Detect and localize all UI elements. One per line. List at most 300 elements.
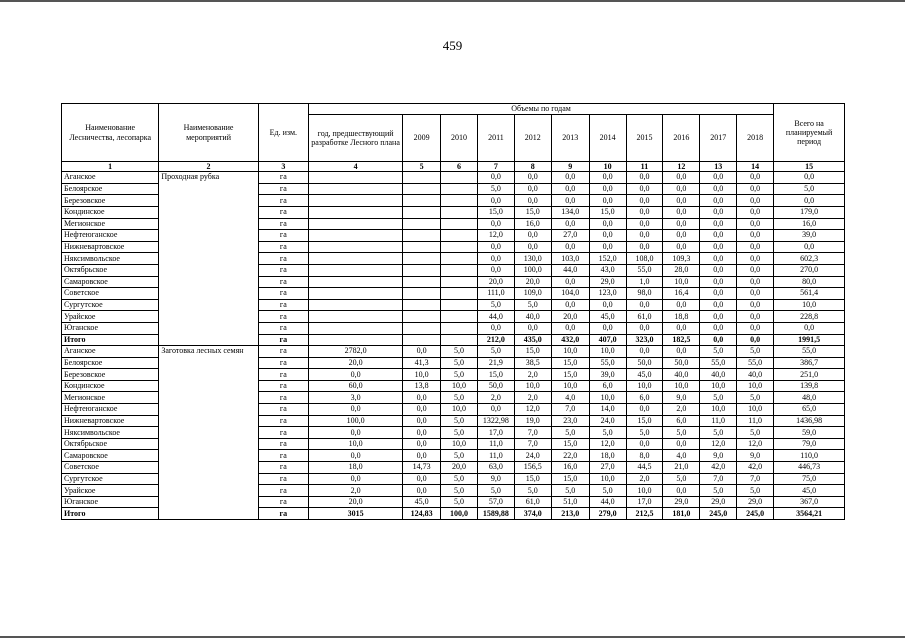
page-number: 459 [442, 38, 463, 53]
prev-year-cell [308, 276, 402, 288]
prev-year-cell [308, 334, 402, 346]
year-value-cell: 0,0 [551, 299, 589, 311]
unit-cell: га [258, 485, 308, 497]
year-value-cell: 0,0 [626, 230, 663, 242]
year-value-cell: 0,0 [589, 230, 626, 242]
year-value-cell: 44,0 [589, 496, 626, 508]
year-value-cell: 109,3 [663, 253, 700, 265]
year-value-cell [441, 218, 478, 230]
year-value-cell: 0,0 [477, 253, 514, 265]
year-value-cell: 42,0 [700, 462, 737, 474]
forestry-name: Белоярское [62, 183, 159, 195]
year-value-cell: 39,0 [589, 369, 626, 381]
year-value-cell: 15,0 [477, 206, 514, 218]
forestry-name: Советское [62, 288, 159, 300]
year-value-cell: 0,0 [626, 241, 663, 253]
prev-year-cell [308, 288, 402, 300]
unit-cell: га [258, 311, 308, 323]
unit-cell: га [258, 288, 308, 300]
unit-cell: га [258, 450, 308, 462]
year-value-cell [403, 322, 441, 334]
year-value-cell: 45,0 [589, 311, 626, 323]
forestry-name: Березовское [62, 369, 159, 381]
year-value-cell [441, 264, 478, 276]
year-value-cell: 0,0 [663, 218, 700, 230]
unit-cell: га [258, 508, 308, 520]
year-value-cell: 0,0 [700, 322, 737, 334]
unit-cell: га [258, 299, 308, 311]
year-value-cell: 14,0 [589, 404, 626, 416]
unit-cell: га [258, 183, 308, 195]
total-value-cell: 0,0 [774, 195, 845, 207]
year-value-cell: 0,0 [737, 264, 774, 276]
column-number: 8 [514, 162, 551, 172]
prev-year-cell [308, 206, 402, 218]
forestry-name: Юганское [62, 322, 159, 334]
year-value-cell: 14,73 [403, 462, 441, 474]
year-value-cell: 40,0 [700, 369, 737, 381]
year-value-cell: 11,0 [737, 415, 774, 427]
prev-year-cell [308, 241, 402, 253]
header-volumes-by-year: Объемы по годам [308, 104, 773, 115]
year-value-cell: 44,5 [626, 462, 663, 474]
year-value-cell: 130,0 [514, 253, 551, 265]
header-activity: Наименование мероприятий [159, 104, 258, 162]
forestry-name: Самаровское [62, 276, 159, 288]
year-value-cell: 212,5 [626, 508, 663, 520]
year-value-cell: 10,0 [514, 380, 551, 392]
year-value-cell: 0,0 [551, 276, 589, 288]
year-value-cell: 20,0 [551, 311, 589, 323]
year-value-cell: 0,0 [700, 253, 737, 265]
total-value-cell: 561,4 [774, 288, 845, 300]
unit-cell: га [258, 427, 308, 439]
year-value-cell: 11,0 [477, 450, 514, 462]
year-value-cell: 10,0 [700, 380, 737, 392]
year-value-cell [403, 334, 441, 346]
year-value-cell: 0,0 [589, 195, 626, 207]
year-value-cell: 0,0 [663, 322, 700, 334]
year-value-cell: 0,0 [477, 195, 514, 207]
year-value-cell: 5,0 [441, 496, 478, 508]
year-value-cell: 0,0 [403, 415, 441, 427]
year-value-cell: 15,0 [551, 438, 589, 450]
year-value-cell: 182,5 [663, 334, 700, 346]
year-value-cell [441, 334, 478, 346]
total-value-cell: 79,0 [774, 438, 845, 450]
year-value-cell: 0,0 [737, 334, 774, 346]
year-value-cell: 9,0 [737, 450, 774, 462]
year-value-cell: 12,0 [514, 404, 551, 416]
year-value-cell: 41,3 [403, 357, 441, 369]
year-value-cell: 24,0 [589, 415, 626, 427]
year-value-cell: 9,0 [700, 450, 737, 462]
prev-year-cell [308, 322, 402, 334]
total-value-cell: 270,0 [774, 264, 845, 276]
year-value-cell: 24,0 [514, 450, 551, 462]
column-number: 15 [774, 162, 845, 172]
year-value-cell: 124,83 [403, 508, 441, 520]
year-value-cell: 10,0 [403, 369, 441, 381]
unit-cell: га [258, 264, 308, 276]
total-value-cell: 45,0 [774, 485, 845, 497]
total-value-cell: 5,0 [774, 183, 845, 195]
year-value-cell [441, 253, 478, 265]
year-value-cell: 0,0 [551, 218, 589, 230]
year-value-cell: 0,0 [737, 195, 774, 207]
year-value-cell: 0,0 [737, 218, 774, 230]
year-value-cell: 61,0 [626, 311, 663, 323]
year-value-cell: 0,0 [589, 172, 626, 184]
year-value-cell: 407,0 [589, 334, 626, 346]
year-value-cell: 51,0 [551, 496, 589, 508]
year-value-cell: 11,0 [477, 438, 514, 450]
year-value-cell: 0,0 [700, 334, 737, 346]
year-value-cell: 40,0 [663, 369, 700, 381]
prev-year-cell: 2,0 [308, 485, 402, 497]
year-value-cell: 374,0 [514, 508, 551, 520]
year-value-cell: 9,0 [663, 392, 700, 404]
forestry-name: Урайское [62, 485, 159, 497]
total-value-cell: 3564,21 [774, 508, 845, 520]
year-value-cell: 181,0 [663, 508, 700, 520]
year-value-cell: 5,0 [441, 415, 478, 427]
year-value-cell: 57,0 [477, 496, 514, 508]
year-value-cell: 10,0 [663, 380, 700, 392]
year-value-cell [403, 253, 441, 265]
year-value-cell: 1322,98 [477, 415, 514, 427]
year-value-cell: 0,0 [663, 195, 700, 207]
year-value-cell: 0,0 [663, 230, 700, 242]
year-value-cell: 10,0 [663, 276, 700, 288]
year-value-cell: 213,0 [551, 508, 589, 520]
forestry-name: Белоярское [62, 357, 159, 369]
year-value-cell [403, 195, 441, 207]
year-value-cell [403, 311, 441, 323]
forestry-name: Нижневартовское [62, 415, 159, 427]
year-value-cell: 0,0 [403, 427, 441, 439]
year-value-cell: 0,0 [477, 322, 514, 334]
year-value-cell [441, 241, 478, 253]
year-value-cell: 156,5 [514, 462, 551, 474]
year-value-cell: 134,0 [551, 206, 589, 218]
year-value-cell: 0,0 [403, 473, 441, 485]
prev-year-cell [308, 264, 402, 276]
year-value-cell: 5,0 [589, 485, 626, 497]
year-value-cell: 40,0 [514, 311, 551, 323]
year-value-cell: 10,0 [551, 346, 589, 358]
year-value-cell: 15,0 [477, 369, 514, 381]
unit-cell: га [258, 462, 308, 474]
column-number: 13 [700, 162, 737, 172]
year-value-cell: 17,0 [477, 427, 514, 439]
total-value-cell: 48,0 [774, 392, 845, 404]
column-numbers-row [62, 162, 845, 172]
year-value-cell: 0,0 [551, 322, 589, 334]
year-value-cell: 0,0 [589, 218, 626, 230]
forestry-name: Нижневартовское [62, 241, 159, 253]
year-value-cell: 108,0 [626, 253, 663, 265]
year-value-cell: 29,0 [737, 496, 774, 508]
year-value-cell: 0,0 [663, 241, 700, 253]
year-value-cell: 19,0 [514, 415, 551, 427]
year-value-cell: 0,0 [700, 172, 737, 184]
prev-year-cell: 60,0 [308, 380, 402, 392]
total-value-cell: 0,0 [774, 241, 845, 253]
year-value-cell [403, 288, 441, 300]
year-value-cell: 0,0 [626, 195, 663, 207]
year-value-cell: 55,0 [737, 357, 774, 369]
year-value-cell: 5,0 [514, 485, 551, 497]
year-value-cell: 109,0 [514, 288, 551, 300]
forestry-name: Нефтеюганское [62, 230, 159, 242]
header-total: Всего на планируемый период [774, 104, 845, 162]
prev-year-cell: 18,0 [308, 462, 402, 474]
year-value-cell: 6,0 [663, 415, 700, 427]
year-value-cell [441, 311, 478, 323]
year-value-cell: 17,0 [626, 496, 663, 508]
year-value-cell: 0,0 [700, 230, 737, 242]
year-value-cell: 0,0 [700, 288, 737, 300]
unit-cell: га [258, 357, 308, 369]
year-value-cell: 0,0 [700, 299, 737, 311]
header-unit: Ед. изм. [258, 104, 308, 162]
unit-cell: га [258, 195, 308, 207]
total-value-cell: 65,0 [774, 404, 845, 416]
year-value-cell: 0,0 [626, 404, 663, 416]
year-value-cell: 5,0 [441, 473, 478, 485]
year-value-cell: 5,0 [477, 299, 514, 311]
year-value-cell: 0,0 [700, 276, 737, 288]
prev-year-cell: 0,0 [308, 427, 402, 439]
year-value-cell: 0,0 [737, 311, 774, 323]
total-value-cell: 59,0 [774, 427, 845, 439]
year-value-cell: 0,0 [626, 322, 663, 334]
year-value-cell: 16,4 [663, 288, 700, 300]
year-value-cell: 5,0 [477, 183, 514, 195]
year-value-cell: 10,0 [441, 438, 478, 450]
forestry-name: Мегионское [62, 392, 159, 404]
year-value-cell: 0,0 [551, 172, 589, 184]
year-value-cell: 7,0 [514, 438, 551, 450]
table-row [62, 172, 845, 184]
unit-cell: га [258, 404, 308, 416]
header-year: 2015 [626, 115, 663, 162]
year-value-cell: 4,0 [663, 450, 700, 462]
year-value-cell: 111,0 [477, 288, 514, 300]
prev-year-cell [308, 218, 402, 230]
year-value-cell: 28,0 [663, 264, 700, 276]
year-value-cell: 12,0 [477, 230, 514, 242]
year-value-cell: 2,0 [477, 392, 514, 404]
year-value-cell: 0,0 [737, 276, 774, 288]
year-value-cell: 38,5 [514, 357, 551, 369]
column-number: 1 [62, 162, 159, 172]
year-value-cell: 0,0 [737, 230, 774, 242]
prev-year-cell: 20,0 [308, 496, 402, 508]
year-value-cell: 18,0 [589, 450, 626, 462]
year-value-cell: 4,0 [551, 392, 589, 404]
total-value-cell: 55,0 [774, 346, 845, 358]
year-value-cell: 5,0 [514, 299, 551, 311]
year-value-cell: 50,0 [626, 357, 663, 369]
unit-cell: га [258, 172, 308, 184]
year-value-cell: 245,0 [737, 508, 774, 520]
year-value-cell: 10,0 [589, 392, 626, 404]
year-value-cell [403, 241, 441, 253]
forestry-name: Няксимвольское [62, 253, 159, 265]
year-value-cell: 152,0 [589, 253, 626, 265]
year-value-cell: 10,0 [700, 404, 737, 416]
unit-cell: га [258, 369, 308, 381]
unit-cell: га [258, 334, 308, 346]
year-value-cell: 5,0 [700, 346, 737, 358]
header-forestry: Наименование Лесничества, лесопарка [62, 104, 159, 162]
year-value-cell: 0,0 [700, 206, 737, 218]
unit-cell: га [258, 230, 308, 242]
year-value-cell [403, 218, 441, 230]
year-value-cell [441, 288, 478, 300]
year-value-cell: 0,0 [663, 485, 700, 497]
year-value-cell: 5,0 [441, 485, 478, 497]
year-value-cell: 0,0 [737, 241, 774, 253]
total-value-cell: 16,0 [774, 218, 845, 230]
column-number: 6 [441, 162, 478, 172]
year-value-cell: 15,0 [551, 357, 589, 369]
year-value-cell: 61,0 [514, 496, 551, 508]
year-value-cell: 2,0 [663, 404, 700, 416]
activity-name: Проходная рубка [159, 172, 258, 346]
column-number: 5 [403, 162, 441, 172]
year-value-cell: 435,0 [514, 334, 551, 346]
prev-year-cell [308, 230, 402, 242]
header-year: 2014 [589, 115, 626, 162]
year-value-cell: 5,0 [441, 392, 478, 404]
forestry-name: Итого [62, 334, 159, 346]
year-value-cell: 0,0 [737, 253, 774, 265]
year-value-cell [441, 322, 478, 334]
forestry-name: Итого [62, 508, 159, 520]
year-value-cell: 21,9 [477, 357, 514, 369]
year-value-cell: 12,0 [737, 438, 774, 450]
year-value-cell: 5,0 [700, 485, 737, 497]
column-number: 7 [477, 162, 514, 172]
header-year: 2017 [700, 115, 737, 162]
forestry-name: Советское [62, 462, 159, 474]
year-value-cell: 10,0 [737, 380, 774, 392]
year-value-cell: 50,0 [477, 380, 514, 392]
year-value-cell [441, 230, 478, 242]
year-value-cell: 5,0 [441, 346, 478, 358]
year-value-cell: 5,0 [589, 427, 626, 439]
year-value-cell: 0,0 [663, 438, 700, 450]
total-value-cell: 386,7 [774, 357, 845, 369]
year-value-cell: 0,0 [737, 299, 774, 311]
year-value-cell: 0,0 [589, 322, 626, 334]
year-value-cell: 45,0 [403, 496, 441, 508]
year-value-cell: 0,0 [626, 299, 663, 311]
year-value-cell: 0,0 [626, 172, 663, 184]
year-value-cell: 0,0 [589, 183, 626, 195]
year-value-cell: 5,0 [441, 369, 478, 381]
year-value-cell: 0,0 [700, 241, 737, 253]
year-value-cell: 5,0 [737, 427, 774, 439]
year-value-cell: 5,0 [663, 427, 700, 439]
unit-cell: га [258, 241, 308, 253]
header-year: 2009 [403, 115, 441, 162]
prev-year-cell [308, 311, 402, 323]
total-value-cell: 39,0 [774, 230, 845, 242]
year-value-cell: 1,0 [626, 276, 663, 288]
forestry-name: Сургутское [62, 299, 159, 311]
unit-cell: га [258, 438, 308, 450]
year-value-cell [403, 230, 441, 242]
year-value-cell: 0,0 [700, 264, 737, 276]
year-value-cell: 0,0 [403, 346, 441, 358]
year-value-cell: 98,0 [626, 288, 663, 300]
year-value-cell: 5,0 [626, 427, 663, 439]
year-value-cell: 5,0 [737, 485, 774, 497]
year-value-cell: 0,0 [626, 438, 663, 450]
year-value-cell: 44,0 [551, 264, 589, 276]
prev-year-cell: 3,0 [308, 392, 402, 404]
year-value-cell: 0,0 [514, 183, 551, 195]
year-value-cell: 11,0 [700, 415, 737, 427]
prev-year-cell: 0,0 [308, 404, 402, 416]
year-value-cell: 432,0 [551, 334, 589, 346]
forestry-name: Аганское [62, 346, 159, 358]
year-value-cell: 29,0 [589, 276, 626, 288]
year-value-cell [403, 183, 441, 195]
year-value-cell [441, 299, 478, 311]
year-value-cell [403, 264, 441, 276]
year-value-cell: 10,0 [626, 485, 663, 497]
year-value-cell: 6,0 [589, 380, 626, 392]
year-value-cell: 10,0 [441, 380, 478, 392]
forestry-name: Аганское [62, 172, 159, 184]
total-value-cell: 0,0 [774, 322, 845, 334]
year-value-cell: 0,0 [737, 183, 774, 195]
year-value-cell: 5,0 [700, 427, 737, 439]
prev-year-cell [308, 172, 402, 184]
year-value-cell: 0,0 [514, 195, 551, 207]
year-value-cell: 9,0 [477, 473, 514, 485]
prev-year-cell: 20,0 [308, 357, 402, 369]
total-value-cell: 0,0 [774, 172, 845, 184]
unit-cell: га [258, 392, 308, 404]
unit-cell: га [258, 253, 308, 265]
year-value-cell [441, 195, 478, 207]
year-value-cell: 0,0 [514, 322, 551, 334]
column-number: 3 [258, 162, 308, 172]
total-value-cell: 446,73 [774, 462, 845, 474]
year-value-cell: 20,0 [514, 276, 551, 288]
year-value-cell: 16,0 [514, 218, 551, 230]
year-value-cell: 100,0 [514, 264, 551, 276]
year-value-cell: 0,0 [626, 218, 663, 230]
forestry-name: Мегионское [62, 218, 159, 230]
year-value-cell: 103,0 [551, 253, 589, 265]
year-value-cell: 15,0 [626, 415, 663, 427]
total-value-cell: 367,0 [774, 496, 845, 508]
prev-year-cell: 0,0 [308, 450, 402, 462]
year-value-cell: 5,0 [441, 357, 478, 369]
year-value-cell: 23,0 [551, 415, 589, 427]
year-value-cell: 5,0 [737, 346, 774, 358]
year-value-cell: 0,0 [737, 206, 774, 218]
year-value-cell: 0,0 [663, 172, 700, 184]
total-value-cell: 80,0 [774, 276, 845, 288]
